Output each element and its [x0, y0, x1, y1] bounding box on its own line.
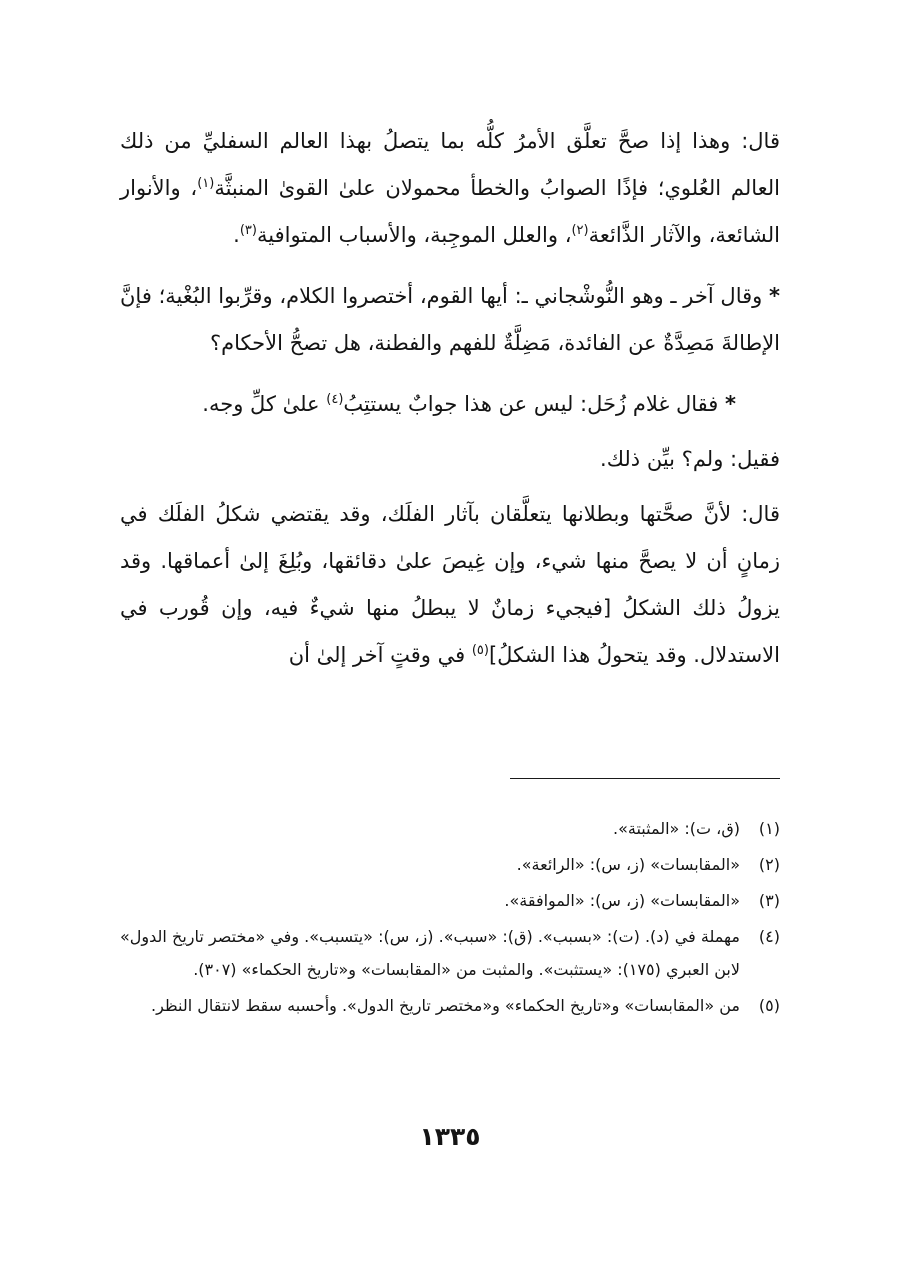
paragraph-5 [120, 491, 780, 679]
footnote-ref-2[interactable]: (٢) [571, 223, 589, 238]
footnote-ref-4[interactable]: (٤) [326, 392, 344, 407]
paragraph-5-text-2: في وقتٍ آخر إلىٰ أن [288, 643, 472, 667]
paragraph-4 [120, 436, 780, 483]
paragraph-5-text: قال: لأنَّ صحَّتها وبطلانها يتعلَّقان بآثار الفلَك، وقد يقتضي شكلُ الفلَك في زمانٍ أن لا يصحَّ منها شيء، وإن غِيصَ علىٰ دقائقها، وبُلِغَ إلىٰ أعماقها. وقد يزولُ ذلك الشكلُ [فيجيء زمانٌ لا يبطلُ منها شيءٌ فيه، وإن قُورب في الاستدلال. وقد يتحولُ هذا الشكلُ] [120, 502, 780, 667]
paragraph-1-end: . [233, 223, 240, 247]
footnote-number: (٥) [758, 996, 780, 1015]
paragraph-1-text: قال: وهذا إذا صحَّ تعلَّق الأمرُ كلُّه بما يتصلُ بهذا العالم السفليِّ من ذلك العالم العُلوي؛ فإذًا الصوابُ والخطأ محمولان علىٰ القوىٰ المنبثَّة [120, 129, 780, 200]
footnote-text: (ق، ت): «المثبتة». [613, 819, 740, 838]
footnote-number: (٣) [758, 891, 780, 910]
footnote-number: (١) [758, 819, 780, 838]
paragraph-1-text-3: ، والعلل الموجِبة، والأسباب المتوافية [256, 223, 572, 247]
paragraph-3-text: فقال غلام زُحَل: ليس عن هذا جوابٌ يستتِبُ [343, 392, 726, 416]
footnote-text: «المقابسات» (ز، س): «الرائعة». [516, 855, 740, 874]
main-text [120, 118, 780, 693]
footnote-ref-3[interactable]: (٣) [239, 223, 257, 238]
page-number: ١٣٣٥ [419, 1122, 481, 1151]
paragraph-2 [120, 273, 780, 367]
footnote-text: «المقابسات» (ز، س): «الموافقة». [504, 891, 740, 910]
footnote-separator [510, 778, 780, 779]
paragraph-1 [120, 118, 780, 259]
footnote-4 [120, 920, 780, 986]
footnote-2 [120, 848, 780, 881]
footnote-1 [120, 812, 780, 845]
paragraph-4-text: فقيل: ولم؟ بيِّن ذلك. [600, 447, 780, 471]
paragraph-2-text: وقال آخر ـ وهو النُّوشْجاني ـ: أيها القوم، أختصروا الكلام، وقرِّبوا البُغْية؛ فإنَّ الإطالةَ مَصِدَّةٌ عن الفائدة، مَضِلَّةٌ للفهم والفطنة، هل تصحُّ الأحكام؟ [120, 284, 780, 355]
footnote-ref-5[interactable]: (٥) [471, 643, 489, 658]
footnote-text: من «المقابسات» و«تاريخ الحكماء» و«مختصر تاريخ الدول». وأحسبه سقط لانتقال النظر. [150, 996, 740, 1015]
paragraph-3-text-2: علىٰ كلِّ وجه. [202, 392, 327, 416]
footnote-text: مهملة في (د). (ت): «بسبب». (ق): «سبب». (ز، س): «يتسبب». وفي «مختصر تاريخ الدول» لابن العبري (١٧٥): «يستثبت». والمثبت من «المقابسات» و«تاريخ الحكماء» (٣٠٧). [120, 927, 740, 979]
footnote-ref-1[interactable]: (١) [197, 176, 215, 191]
asterisk-marker: * [769, 284, 780, 308]
footnotes [120, 812, 780, 1025]
footnote-number: (٤) [758, 927, 780, 946]
footnote-3 [120, 884, 780, 917]
paragraph-1-text-2: ، والأنوار الشائعة، والآثار الذَّائعة [120, 176, 780, 247]
footnote-number: (٢) [758, 855, 780, 874]
paragraph-3 [120, 381, 780, 428]
asterisk-marker: * [725, 392, 736, 416]
footnote-5 [120, 989, 780, 1022]
